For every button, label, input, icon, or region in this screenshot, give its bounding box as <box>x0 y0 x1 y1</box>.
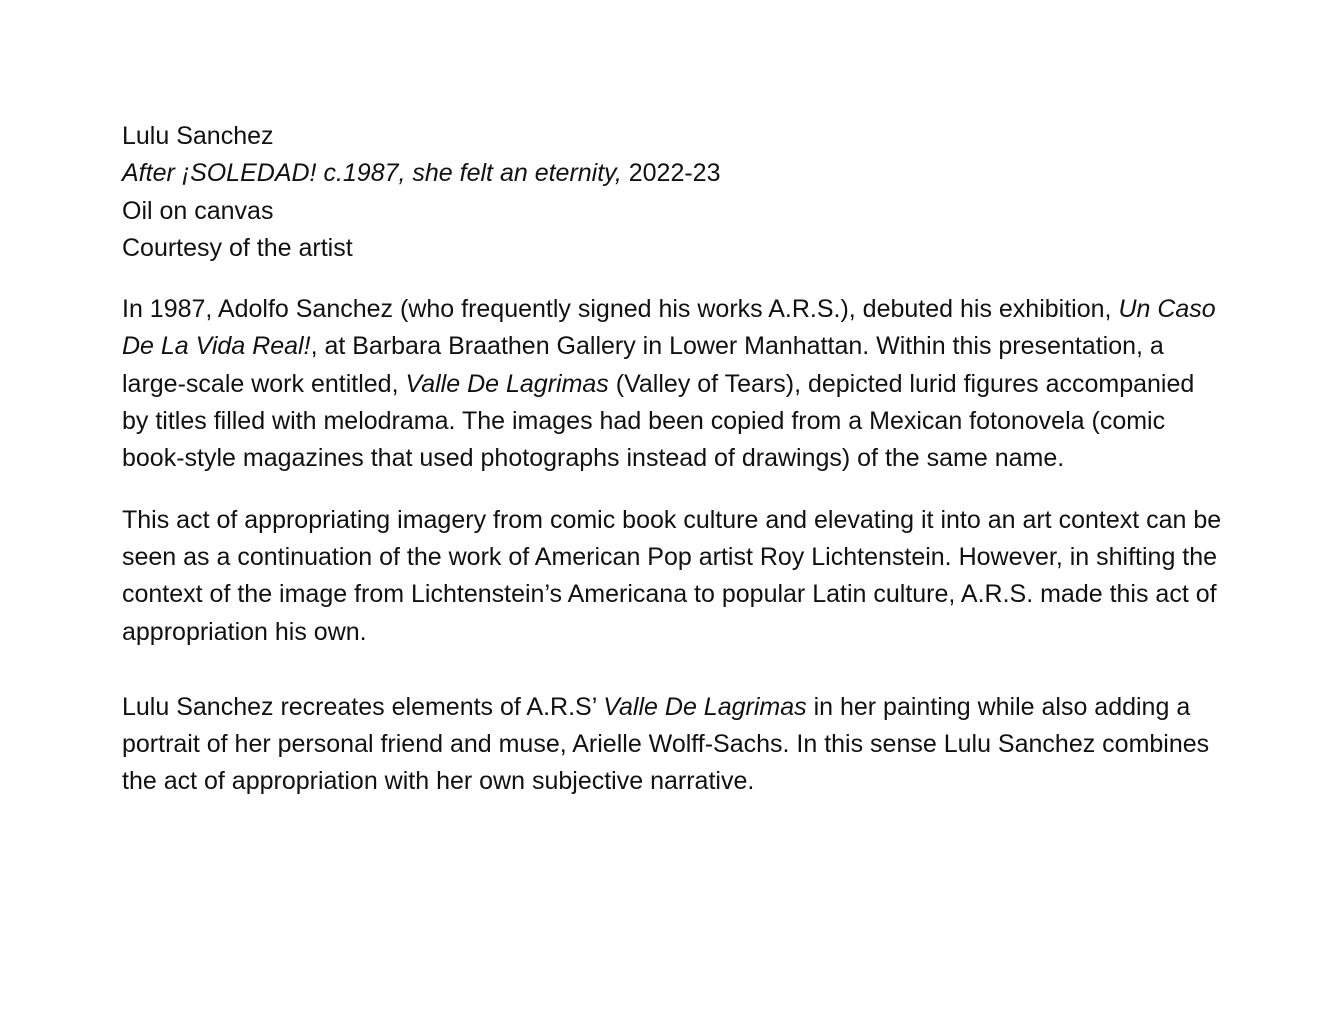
text-segment: in her painting while also adding a portrait of her personal friend and muse, Arielle Wolff-Sachs. In this sense Lulu Sanchez combines the act of appropriation with her own subjective narrative. <box>122 692 1210 796</box>
text-segment: In 1987, Adolfo Sanchez (who frequently signed his works A.R.S.), debuted his exhibition, <box>122 295 1119 324</box>
text-segment: , at Barbara Braathen Gallery in Lower Manhattan. Within this presentation, a large-scale work entitled, <box>122 332 1164 398</box>
wall-label <box>122 118 1222 801</box>
text-segment: (Valley of Tears), depicted lurid figures accompanied by titles filled with melodrama. The images had been copied from a Mexican fotonovela (comic book-style magazines that used photographs instead of drawings) of the same name. <box>122 369 1195 473</box>
work-title: Valle De Lagrimas <box>405 369 609 398</box>
artwork-credit: Courtesy of the artist <box>122 233 353 262</box>
artist-name: Lulu Sanchez <box>122 122 274 150</box>
artwork-medium: Oil on canvas <box>122 196 274 225</box>
text-segment: This act of appropriating imagery from comic book culture and elevating it into an art context can be seen as a continuation of the work of American Pop artist Roy Lichtenstein. However, in shifting the context of the image from Lichtenstein’s Americana to popular Latin culture, A.R.S. made this act of appropriation his own. <box>122 505 1222 646</box>
work-title: Valle De Lagrimas <box>603 692 807 721</box>
artwork-title-line <box>122 155 1222 192</box>
paragraph-artist-statement <box>122 689 1222 801</box>
paragraph-appropriation <box>122 502 1222 651</box>
paragraph-history <box>122 291 1222 477</box>
artwork-title: After ¡SOLEDAD! c.1987, she felt an eternity, <box>122 159 622 188</box>
artwork-tombstone <box>122 118 1222 267</box>
text-segment: Lulu Sanchez recreates elements of A.R.S’ <box>122 692 604 721</box>
exhibition-title: Un Caso De La Vida Real! <box>122 295 1216 361</box>
artwork-year: 2022-23 <box>621 159 721 188</box>
